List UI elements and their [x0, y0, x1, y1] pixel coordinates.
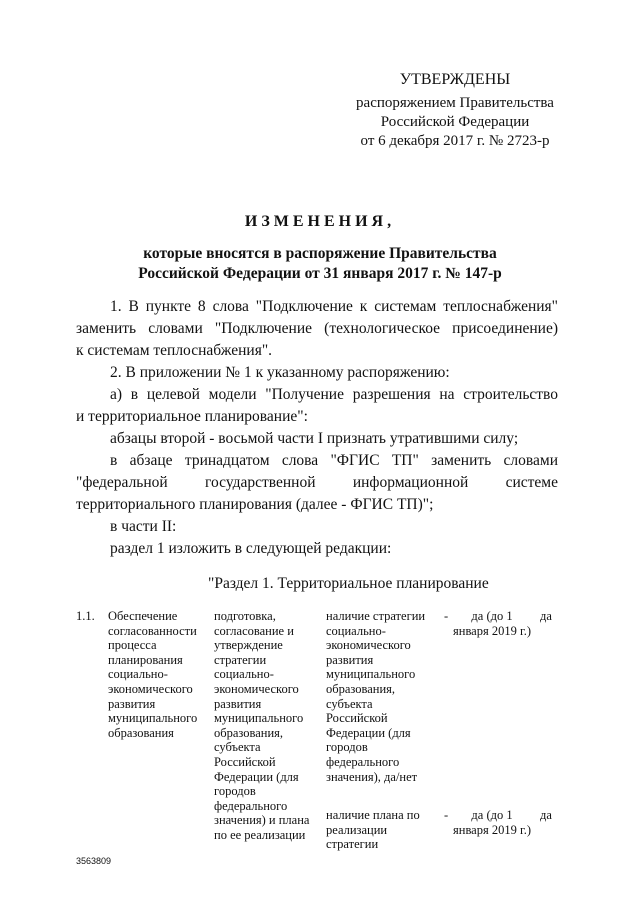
paragraph-line: территориального планирования (далее - ФГИС ТП)"; [76, 496, 434, 513]
paragraph-line: раздел 1 изложить в следующей редакции: [110, 540, 392, 557]
table-cell-final: да [540, 609, 552, 623]
paragraph-line: в части II: [110, 518, 177, 535]
paragraph-line: к системам теплоснабжения". [76, 342, 273, 359]
document-number: 3563809 [76, 856, 112, 866]
approval-line: Российской Федерации [380, 114, 530, 130]
paragraph-line: и территориальное планирование": [76, 408, 308, 425]
table-cell-final: да [540, 808, 552, 822]
document-title: ИЗМЕНЕНИЯ, [244, 213, 396, 230]
approval-line: распоряжением Правительства [356, 95, 554, 111]
paragraph-line: а) в целевой модели "Получение разрешения на строительство [110, 386, 558, 403]
paragraph-line: абзацы второй - восьмой части I признать утратившими силу; [110, 430, 519, 447]
paragraph-line: заменить словами "Подключение (технологическое присоединение) [76, 320, 558, 337]
table-row-number: 1.1. [76, 609, 95, 623]
table-cell-target: да (до 1 января 2019 г.) [453, 808, 531, 837]
section-heading: "Раздел 1. Территориальное планирование [208, 575, 489, 592]
paragraph-line: "федеральной государственной информационной системе [76, 474, 558, 491]
paragraph-line: 1. В пункте 8 слова "Подключение к системам теплоснабжения" [110, 298, 558, 315]
table-cell-indicator: наличие стратегии социально-экономического развития муниципального образования, субъекта Российской Федерации (для городов федерального значения), да/нет [326, 609, 426, 784]
paragraph-line: 2. В приложении № 1 к указанному распоряжению: [110, 364, 450, 381]
subtitle-line: Российской Федерации от 31 января 2017 г. № 147-р [138, 265, 502, 282]
approval-date: от 6 декабря 2017 г. № 2723-р [360, 133, 550, 149]
document-subtitle [0, 244, 640, 284]
table-cell-target: да (до 1 января 2019 г.) [453, 609, 531, 638]
approval-block [340, 70, 570, 151]
table-cell-indicator: наличие плана по реализации стратегии [326, 808, 420, 852]
table-cell-activity: подготовка, согласование и утверждение стратегии социально-экономического развития муниципального образования, субъекта Российской Федерации (для городов федерального значения) и плана по ее реализации [214, 609, 310, 842]
subtitle-line: которые вносятся в распоряжение Правительства [143, 245, 497, 262]
table-cell-dash: - [444, 609, 449, 623]
paragraph-line: в абзаце тринадцатом слова "ФГИС ТП" заменить словами [110, 452, 558, 469]
approval-heading: УТВЕРЖДЕНЫ [399, 71, 511, 88]
table-cell-dash: - [444, 808, 449, 822]
table-cell-goal: Обеспечение согласованности процесса планирования социально-экономического развития муниципального образования [108, 609, 198, 740]
